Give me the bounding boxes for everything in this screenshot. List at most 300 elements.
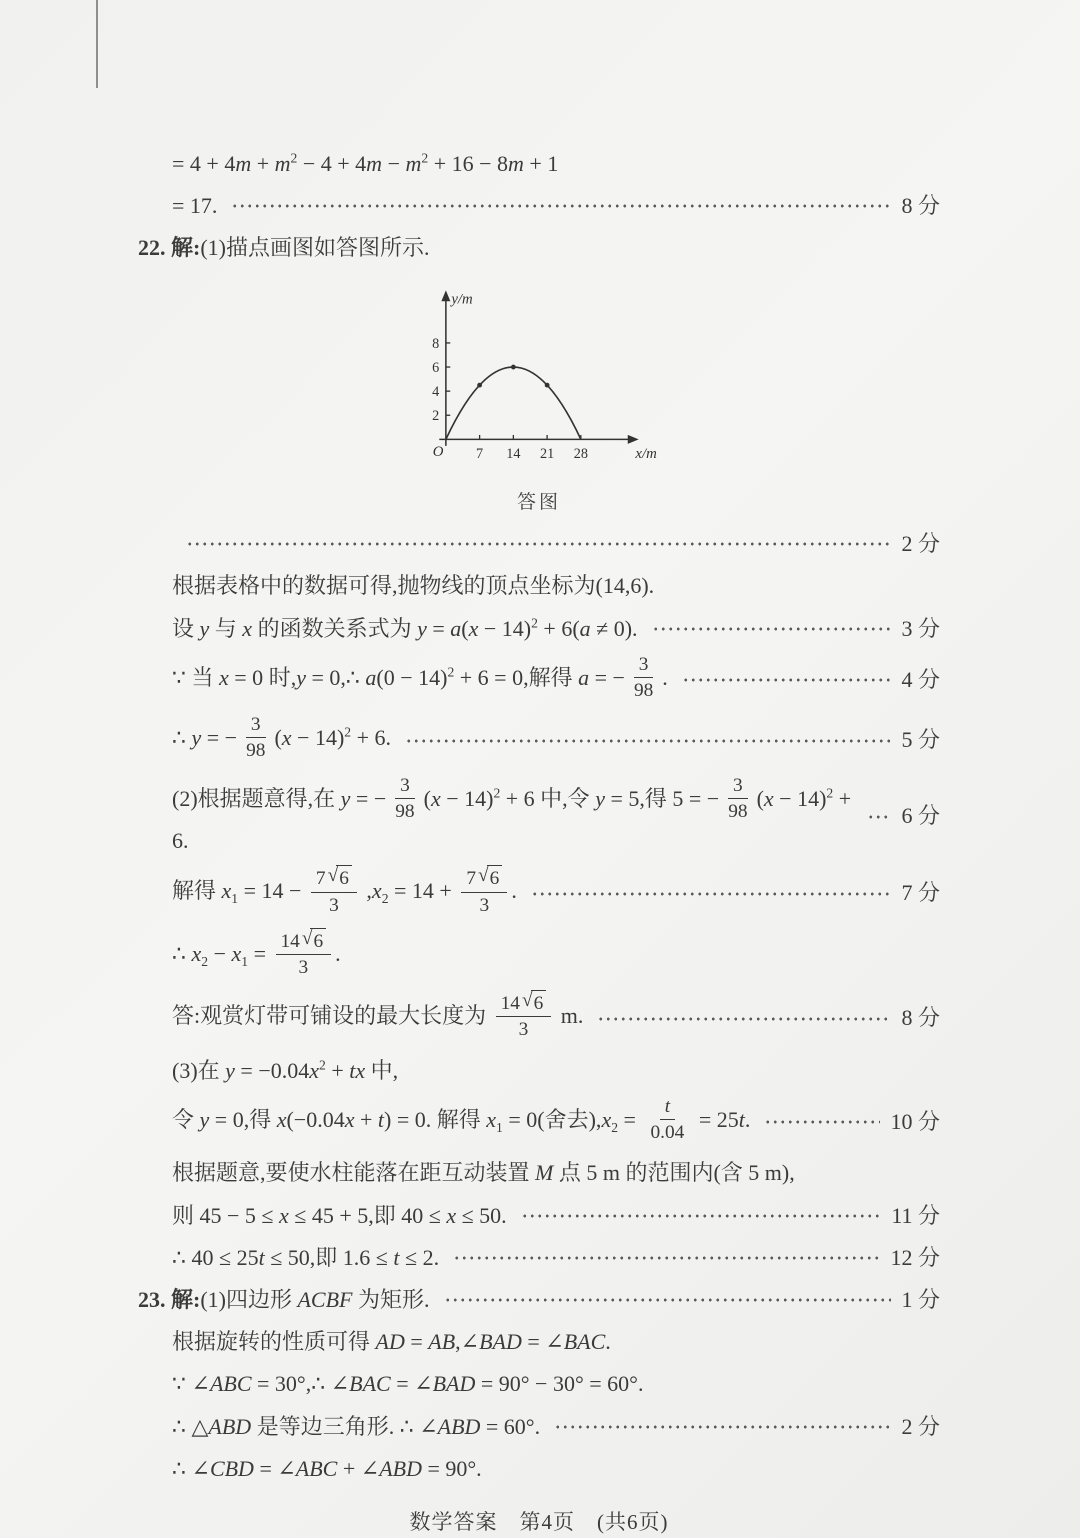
text-run: 得 xyxy=(644,785,673,811)
fraction xyxy=(311,865,357,916)
x-tick-label: 14 xyxy=(506,445,521,462)
text-run: 得 xyxy=(249,1106,277,1132)
solution-line xyxy=(138,1157,940,1188)
score-badge: 7 分 xyxy=(901,880,940,906)
text-run: x xyxy=(276,1106,287,1132)
line-content xyxy=(138,1200,507,1231)
x-axis-arrow xyxy=(628,435,639,444)
text-run: (3)在 xyxy=(172,1057,226,1083)
text-run: BAD xyxy=(432,1371,476,1397)
text-run: m xyxy=(405,151,422,176)
dotted-leader xyxy=(650,618,892,638)
text-run: y xyxy=(199,1106,210,1132)
text-run: = 0 xyxy=(502,1106,538,1132)
text-run: + 1 xyxy=(523,151,559,176)
text-run: 1.6 ≤ xyxy=(342,1244,394,1270)
solution-line xyxy=(138,190,940,221)
line-content xyxy=(138,148,558,179)
dotted-leader xyxy=(552,1416,891,1436)
superscript: 2 xyxy=(447,664,455,680)
score-badge: 2 分 xyxy=(901,1413,940,1439)
text-run: + 16 − 8 xyxy=(428,151,509,176)
score-badge: 10 分 xyxy=(890,1108,940,1134)
text-run: − 4 + 4 xyxy=(297,151,367,176)
text-run: 98 xyxy=(395,800,415,822)
text-run: ∴ △ xyxy=(172,1413,209,1439)
x-axis-label: x/m xyxy=(635,445,657,462)
text-run: = xyxy=(618,1106,642,1132)
text-run: − 14) xyxy=(291,724,345,750)
solution-line xyxy=(138,528,940,559)
text-run: 则 xyxy=(172,1202,200,1228)
text-run: = − xyxy=(589,664,625,690)
text-run: x xyxy=(242,615,253,641)
text-run: . xyxy=(511,878,517,904)
solution-lines-top xyxy=(138,148,940,264)
superscript: 2 xyxy=(421,150,429,166)
text-run: + 6. xyxy=(172,785,852,854)
text-run: + 6( xyxy=(537,615,580,641)
subscript: 2 xyxy=(201,953,209,969)
line-content xyxy=(138,1242,439,1273)
score-badge: 12 分 xyxy=(890,1244,940,1270)
text-run: ( xyxy=(274,724,282,750)
parabola-graph xyxy=(413,275,665,485)
superscript: 2 xyxy=(290,150,298,166)
text-run: + 6 xyxy=(500,785,541,811)
text-run: + 6 = 0, xyxy=(454,664,529,690)
text-run: 解得 xyxy=(528,664,579,690)
text-run: = 0, xyxy=(305,664,346,690)
text-run: 根据表格中的数据可得,抛物线的顶点坐标为(14,6). xyxy=(172,573,655,599)
fraction xyxy=(276,928,332,979)
text-run: 14 xyxy=(280,930,300,952)
text-run: y xyxy=(199,615,210,641)
text-run: ≤ 45 + 5, xyxy=(288,1202,374,1228)
dotted-leader xyxy=(595,1008,891,1028)
text-run: x xyxy=(446,1202,457,1228)
text-run: ) = 0. xyxy=(384,1106,437,1132)
text-run: y xyxy=(340,785,351,811)
superscript: 2 xyxy=(344,724,352,740)
text-run: 答:观赏灯带可铺设的最大长度为 xyxy=(172,1002,492,1028)
text-run: x xyxy=(371,878,382,904)
origin-label: O xyxy=(432,443,444,460)
text-run: y xyxy=(225,1057,235,1083)
line-content xyxy=(138,190,217,221)
text-run: t xyxy=(393,1244,400,1270)
text-run: m xyxy=(235,151,252,176)
text-run: = 4 + 4 xyxy=(172,151,236,176)
line-content xyxy=(138,232,429,263)
solution-line xyxy=(138,232,940,263)
fraction xyxy=(723,774,752,823)
text-run: 3 xyxy=(479,894,490,916)
text-run: t xyxy=(258,1244,265,1270)
text-run: + xyxy=(251,151,275,176)
text-run: (舍去), xyxy=(537,1106,602,1132)
text-run: 设 xyxy=(172,615,200,641)
text-run: . xyxy=(605,1329,611,1355)
text-run: = 30°, xyxy=(251,1371,312,1397)
text-run: x xyxy=(279,1202,289,1228)
dotted-leader xyxy=(229,196,891,216)
text-run: a xyxy=(365,664,377,690)
text-run: M xyxy=(535,1160,554,1186)
text-run: . xyxy=(662,664,668,690)
text-run: ∴ xyxy=(172,940,192,966)
solution-line xyxy=(138,1097,940,1146)
text-run: ≠ 0). xyxy=(590,615,638,641)
text-run: x xyxy=(219,664,229,690)
score-badge: 4 分 xyxy=(901,666,940,692)
data-point xyxy=(511,364,516,369)
text-run: 即 xyxy=(315,1244,343,1270)
text-run: x xyxy=(231,940,242,966)
parabola-curve xyxy=(446,367,581,439)
score-badge: 8 分 xyxy=(901,193,940,219)
text-run: 的函数关系式为 xyxy=(252,615,418,641)
text-run: 98 xyxy=(728,800,748,822)
square-root: √ 6 xyxy=(328,865,352,890)
text-run: ABC xyxy=(209,1371,252,1397)
text-run: ∴ xyxy=(172,724,192,750)
fraction xyxy=(390,774,419,823)
text-run: t xyxy=(349,1057,356,1083)
text-run: = − xyxy=(350,785,387,811)
text-run: ∴ xyxy=(345,664,366,690)
text-run: x xyxy=(601,1106,612,1132)
text-run: = 90°. xyxy=(421,1455,482,1481)
data-point xyxy=(477,382,482,387)
text-run: x xyxy=(486,1106,497,1132)
solution-line xyxy=(138,570,940,601)
text-run: (1)四边形 xyxy=(200,1287,298,1312)
text-run: x xyxy=(355,1057,366,1083)
subscript: 1 xyxy=(241,953,249,969)
text-run: ≤ 2. xyxy=(399,1244,440,1270)
text-run: m xyxy=(274,151,291,176)
text-run: 23. 解: xyxy=(138,1287,201,1312)
solution-line xyxy=(138,1411,940,1442)
line-content xyxy=(138,867,517,918)
text-run: AB xyxy=(428,1329,456,1355)
dotted-leader xyxy=(519,1205,882,1225)
text-run: ∵ xyxy=(172,1371,192,1397)
text-run: (−0.04 xyxy=(286,1106,345,1132)
text-run: y xyxy=(296,664,306,690)
text-run: − 14) xyxy=(440,785,494,811)
solution-line xyxy=(138,1453,940,1484)
text-run: ∴ xyxy=(172,1455,192,1481)
text-run: ABC xyxy=(295,1455,338,1481)
text-run: 40 ≤ 25 xyxy=(191,1244,259,1270)
text-run: ≤ 50. xyxy=(456,1202,507,1228)
text-run: 中, xyxy=(365,1057,399,1083)
text-run: 5 = − xyxy=(672,785,720,811)
text-run: a xyxy=(578,664,590,690)
text-run: ( xyxy=(461,615,469,641)
fraction xyxy=(629,653,658,702)
solution-line xyxy=(138,867,940,918)
line-content xyxy=(138,1326,611,1357)
line-content xyxy=(138,570,654,601)
solution-line xyxy=(138,613,940,644)
text-run: ∴ xyxy=(311,1371,331,1397)
text-run: ∴ xyxy=(172,1244,192,1270)
text-run: 3 xyxy=(250,714,261,736)
solution-line xyxy=(138,1368,940,1399)
fraction xyxy=(241,713,270,762)
solution-line xyxy=(138,1284,940,1315)
text-run: = 17. xyxy=(172,193,218,219)
fraction xyxy=(645,1095,689,1144)
text-run: = ∠ xyxy=(521,1329,564,1355)
text-run: (1)描点画图如答图所示. xyxy=(200,235,430,261)
text-run: = ∠ xyxy=(253,1455,296,1481)
text-run: BAC xyxy=(349,1371,391,1397)
solution-line xyxy=(138,655,940,704)
solution-line xyxy=(138,1326,940,1357)
line-content xyxy=(138,1368,643,1399)
text-run: 3 xyxy=(400,774,410,796)
fraction xyxy=(461,865,507,916)
scan-margin-line xyxy=(96,0,98,88)
score-badge: 1 分 xyxy=(901,1287,940,1312)
text-run: 14 xyxy=(500,993,520,1015)
text-run: 98 xyxy=(633,679,654,701)
superscript: 2 xyxy=(493,785,501,801)
y-axis-arrow xyxy=(441,290,450,301)
text-run: (2)根据题意得,在 xyxy=(172,785,341,811)
text-run: ∠ xyxy=(191,1371,210,1397)
text-run: = xyxy=(248,940,272,966)
solution-line xyxy=(138,148,940,179)
text-run: 根据旋转的性质可得 xyxy=(172,1329,376,1355)
subscript: 1 xyxy=(496,1120,503,1136)
dotted-leader xyxy=(762,1112,880,1132)
text-run: − 14) xyxy=(478,615,532,641)
text-run: t xyxy=(664,1095,671,1117)
text-run: = 14 + xyxy=(388,878,458,904)
text-run: m xyxy=(366,151,383,176)
text-run: ABD xyxy=(208,1413,252,1439)
text-run: 0.04 xyxy=(650,1122,685,1144)
text-run: 3 xyxy=(298,956,309,978)
text-run: 时, xyxy=(268,664,297,690)
text-run: y xyxy=(191,724,202,750)
text-run: x xyxy=(763,785,774,811)
text-run: = xyxy=(426,615,451,641)
subscript: 2 xyxy=(381,891,389,907)
text-run: ,∠ xyxy=(455,1329,480,1355)
text-run: x xyxy=(309,1057,320,1083)
x-tick-label: 28 xyxy=(573,445,588,462)
text-run: x xyxy=(191,940,202,966)
y-axis-label: y/m xyxy=(451,291,473,308)
text-run: = 90° − 30° = 60°. xyxy=(475,1371,644,1397)
text-run: t xyxy=(377,1106,385,1132)
text-run: 7 xyxy=(315,868,326,890)
x-tick-label: 21 xyxy=(539,445,555,462)
text-run: 3 xyxy=(329,894,339,916)
square-root: √ 6 xyxy=(302,928,326,953)
superscript: 2 xyxy=(319,1057,326,1073)
text-run: 40 ≤ xyxy=(401,1202,447,1228)
text-run: . xyxy=(335,940,341,966)
text-run: , xyxy=(360,878,372,904)
dotted-leader xyxy=(184,534,891,554)
y-tick-label: 4 xyxy=(432,383,440,400)
line-content xyxy=(138,992,583,1043)
text-run: − xyxy=(382,151,406,176)
line-content xyxy=(138,1055,398,1086)
text-run: t xyxy=(738,1106,745,1132)
dotted-leader xyxy=(680,669,892,689)
text-run: = −0.04 xyxy=(234,1057,310,1083)
text-run: 为矩形. xyxy=(352,1287,430,1312)
text-run: 3 xyxy=(733,774,743,796)
text-run: a xyxy=(579,615,591,641)
solution-line xyxy=(138,992,940,1043)
text-run: y xyxy=(595,785,605,811)
line-content xyxy=(138,776,853,857)
score-badge: 8 分 xyxy=(901,1005,940,1031)
y-tick-label: 8 xyxy=(432,335,440,352)
text-run: = 25 xyxy=(693,1106,739,1132)
text-run: y xyxy=(417,615,427,641)
line-content xyxy=(138,655,668,704)
text-run: = 5, xyxy=(604,785,645,811)
text-run: 45 − 5 ≤ xyxy=(199,1202,279,1228)
line-content xyxy=(138,1157,795,1188)
text-run: x xyxy=(344,1106,355,1132)
solution-line xyxy=(138,715,940,764)
line-content xyxy=(138,613,638,644)
dotted-leader xyxy=(529,883,892,903)
text-run: 7 xyxy=(466,868,477,890)
text-run: = ∠ xyxy=(390,1371,433,1397)
text-run: 解得 xyxy=(436,1106,487,1132)
text-run: − 14) xyxy=(773,785,827,811)
solution-line xyxy=(138,1242,940,1273)
text-run: . xyxy=(744,1106,751,1132)
score-badge: 11 分 xyxy=(891,1202,940,1228)
text-run: x xyxy=(281,724,292,750)
text-run: ( xyxy=(756,785,764,811)
text-run: ∠ xyxy=(419,1413,438,1439)
text-run: x xyxy=(430,785,441,811)
text-run: 98 xyxy=(246,740,266,762)
text-run: BAC xyxy=(563,1329,606,1355)
text-run: = xyxy=(404,1329,429,1355)
subscript: 2 xyxy=(611,1120,619,1136)
line-content xyxy=(138,1453,482,1484)
text-run: = 0, xyxy=(209,1106,250,1132)
score-badge: 5 分 xyxy=(901,727,940,753)
text-run: CBD xyxy=(209,1455,254,1481)
y-tick-label: 2 xyxy=(432,407,440,424)
x-tick-label: 7 xyxy=(476,445,484,462)
text-run: BAD xyxy=(479,1329,522,1355)
dotted-leader xyxy=(403,730,891,750)
figure-caption: 答图 xyxy=(516,492,561,514)
text-run: − xyxy=(208,940,232,966)
superscript: 2 xyxy=(826,785,834,801)
text-run: 与 xyxy=(209,615,243,641)
text-run: + 6. xyxy=(351,724,392,750)
dotted-leader xyxy=(451,1247,880,1267)
subscript: 1 xyxy=(231,891,239,907)
text-run: 中,令 xyxy=(540,785,596,811)
square-root: √ 6 xyxy=(478,865,502,890)
text-run: 是等边三角形. ∴ xyxy=(251,1413,420,1439)
solution-line xyxy=(138,776,940,857)
dotted-leader xyxy=(865,806,891,826)
page-footer: 数学答案 第4页 (共6页) xyxy=(409,1510,669,1535)
text-run: a xyxy=(450,615,462,641)
text-run: 点 5 m 的范围内(含 5 m), xyxy=(553,1160,795,1186)
text-run: x xyxy=(221,878,232,904)
solution-line xyxy=(138,1200,940,1231)
answer-figure xyxy=(389,275,689,514)
text-run: AD xyxy=(375,1329,405,1355)
text-run: ( xyxy=(423,785,431,811)
text-run: 3 xyxy=(638,653,649,675)
solution-line xyxy=(138,1055,940,1086)
text-run: x xyxy=(468,615,479,641)
text-run: + ∠ xyxy=(337,1455,380,1481)
text-run: ∠ xyxy=(191,1455,210,1481)
score-badge: 6 分 xyxy=(901,803,940,829)
text-run: 根据题意,要使水柱能落在距互动装置 xyxy=(172,1160,536,1186)
text-run: = 60°. xyxy=(480,1413,541,1439)
text-run: ≤ 50, xyxy=(264,1244,316,1270)
fraction xyxy=(496,990,552,1041)
text-run: m xyxy=(508,151,524,176)
data-point xyxy=(545,382,550,387)
text-run: ACBF xyxy=(297,1287,353,1312)
text-run: = 0 xyxy=(228,664,269,690)
text-run: ∠ xyxy=(330,1371,350,1397)
text-run: = 14 − xyxy=(238,878,307,904)
y-tick-label: 6 xyxy=(432,359,440,376)
line-content xyxy=(138,1284,430,1315)
text-run: ABD xyxy=(379,1455,422,1481)
text-run: 即 xyxy=(373,1202,402,1228)
score-badge: 2 分 xyxy=(901,531,940,557)
text-run: + xyxy=(325,1057,350,1083)
text-run: 令 xyxy=(172,1106,200,1132)
solution-lines-main xyxy=(138,528,940,1484)
line-content xyxy=(138,927,341,981)
score-badge: 3 分 xyxy=(901,615,940,641)
text-run: 22. 解: xyxy=(138,235,201,261)
square-root: √ 6 xyxy=(522,990,546,1015)
solution-line xyxy=(138,927,940,981)
text-run: (0 − 14) xyxy=(376,664,448,690)
text-run: + xyxy=(354,1106,378,1132)
text-run: m. xyxy=(555,1002,584,1028)
text-run: 3 xyxy=(518,1019,529,1041)
superscript: 2 xyxy=(531,615,538,631)
line-content xyxy=(138,1411,540,1442)
text-run: ∵ 当 xyxy=(172,664,219,690)
text-run: 解得 xyxy=(172,878,222,904)
line-content xyxy=(138,1097,750,1146)
dotted-leader xyxy=(442,1290,892,1310)
line-content xyxy=(138,715,391,764)
